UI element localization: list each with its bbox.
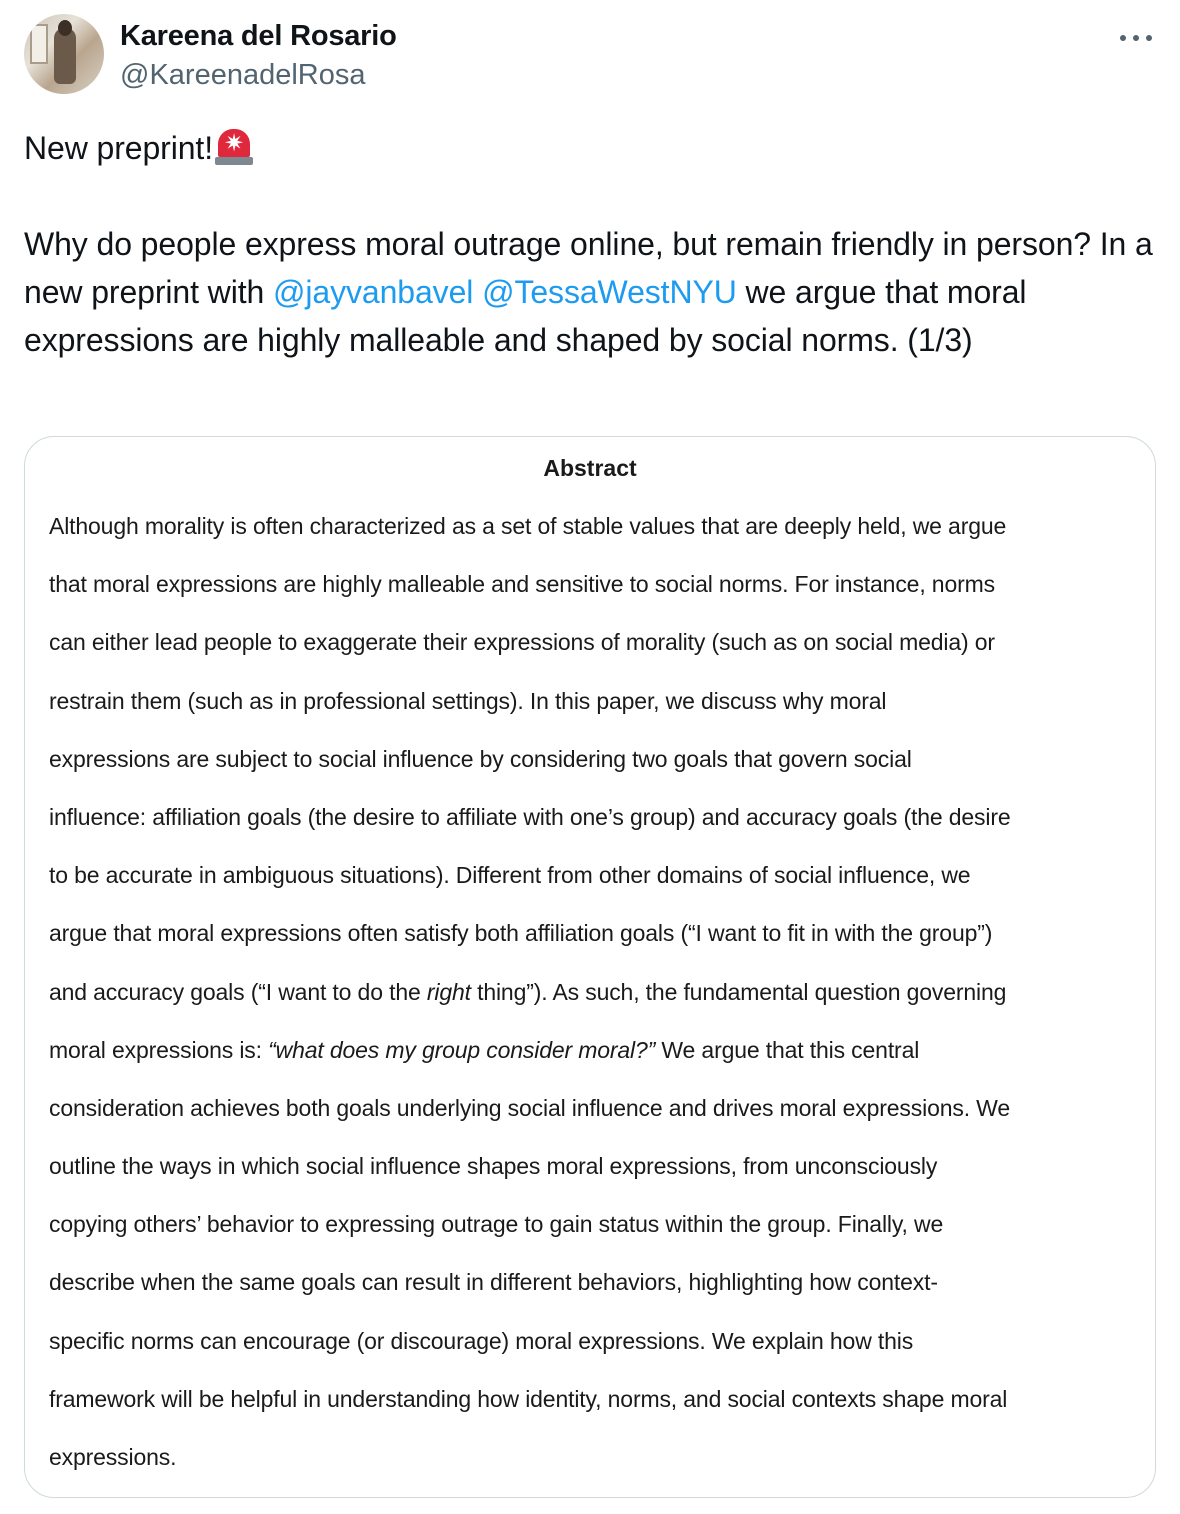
- abstract-text: and accuracy goals (“I want to do the: [49, 978, 427, 1005]
- tweet-headline: New preprint!: [24, 130, 213, 166]
- abstract-text: moral expressions is:: [49, 1036, 269, 1063]
- abstract-line: [49, 684, 1149, 742]
- abstract-title: Abstract: [543, 455, 637, 481]
- abstract-line: [49, 1440, 1149, 1498]
- abstract-text: outline the ways in which social influence shapes moral expressions, from unconsciously: [49, 1153, 938, 1180]
- tweet-text: [24, 124, 1156, 364]
- mention-link[interactable]: @TessaWestNYU: [482, 274, 737, 310]
- abstract-text: We argue that this central: [655, 1036, 920, 1063]
- abstract-line: [49, 1382, 1149, 1440]
- abstract-line: [49, 858, 1149, 916]
- avatar-background: [30, 24, 48, 64]
- abstract-text: copying others’ behavior to expressing outrage to gain status within the group. Finally, we: [49, 1211, 944, 1238]
- more-dot: [1133, 35, 1139, 41]
- abstract-line: [49, 742, 1149, 800]
- more-dot: [1120, 35, 1126, 41]
- siren-flash: ✷: [223, 130, 244, 157]
- abstract-line: [49, 1265, 1149, 1323]
- tweet-paragraph: [24, 220, 1156, 364]
- attached-image[interactable]: [24, 436, 1156, 1498]
- abstract-text: expressions.: [49, 1444, 177, 1470]
- author-handle[interactable]: @KareenadelRosa: [120, 59, 366, 91]
- abstract-text: thing”). As such, the fundamental question governing: [470, 978, 1007, 1005]
- abstract-line: [49, 975, 1149, 1033]
- more-options-icon[interactable]: [1116, 24, 1156, 52]
- abstract-line: [49, 916, 1149, 974]
- abstract-line: [49, 1149, 1149, 1207]
- abstract-text: influence: affiliation goals (the desire to affiliate with one’s group) and accuracy goals (the desire: [49, 803, 1011, 830]
- more-dot: [1146, 35, 1152, 41]
- abstract-line: [49, 1324, 1149, 1382]
- abstract-text: restrain them (such as in professional settings). In this paper, we discuss why moral: [49, 687, 887, 714]
- mention-link[interactable]: @jayvanbavel: [272, 274, 474, 310]
- abstract-line: [49, 567, 1149, 625]
- abstract-italic-text: “what does my group consider moral?”: [268, 1036, 656, 1063]
- author-display-name[interactable]: Kareena del Rosario: [120, 20, 397, 52]
- avatar-figure: [54, 28, 76, 84]
- abstract-text: framework will be helpful in understanding how identity, norms, and social contexts shape moral: [49, 1385, 1008, 1412]
- abstract-text: to be accurate in ambiguous situations). Different from other domains of social influence, we: [49, 862, 971, 889]
- tweet-text-segment: we argue that moral expressions are highly malleable and shaped by social norms. (1/3): [24, 274, 1027, 358]
- avatar-head: [58, 20, 72, 36]
- abstract-body: [49, 509, 1149, 1498]
- abstract-text: expressions are subject to social influence by considering two goals that govern social: [49, 745, 912, 772]
- author-names: [120, 18, 397, 94]
- abstract-text: specific norms can encourage (or discourage) moral expressions. We explain how this: [49, 1327, 914, 1354]
- paragraph-gap: [24, 172, 1156, 220]
- abstract-line: [49, 625, 1149, 683]
- abstract-text: describe when the same goals can result in different behaviors, highlighting how context-: [49, 1269, 938, 1296]
- abstract-italic-text: right: [426, 978, 471, 1005]
- tweet-line-1: [24, 124, 1156, 172]
- abstract-text: that moral expressions are highly malleable and sensitive to social norms. For instance, norms: [49, 571, 995, 598]
- police-car-light-emoji: [215, 129, 253, 165]
- siren-base: [215, 157, 253, 165]
- abstract-line: [49, 800, 1149, 858]
- abstract-line: [49, 1033, 1149, 1091]
- abstract-line: [49, 509, 1149, 567]
- abstract-text: consideration achieves both goals underlying social influence and drives moral expressions. We: [49, 1094, 1010, 1121]
- abstract-text: argue that moral expressions often satisfy both affiliation goals (“I want to fit in with the group”): [49, 920, 993, 947]
- abstract-line: [49, 1091, 1149, 1149]
- tweet-header: [24, 14, 1156, 98]
- abstract-text: can either lead people to exaggerate their expressions of morality (such as on social media) or: [49, 629, 995, 656]
- tweet-text-segment: Why do people express moral outrage online, but remain friendly in person? In a new preprint with: [24, 226, 1153, 310]
- avatar[interactable]: [24, 14, 104, 94]
- abstract-line: [49, 1207, 1149, 1265]
- abstract-text: Although morality is often characterized as a set of stable values that are deeply held, we argue: [49, 513, 1007, 539]
